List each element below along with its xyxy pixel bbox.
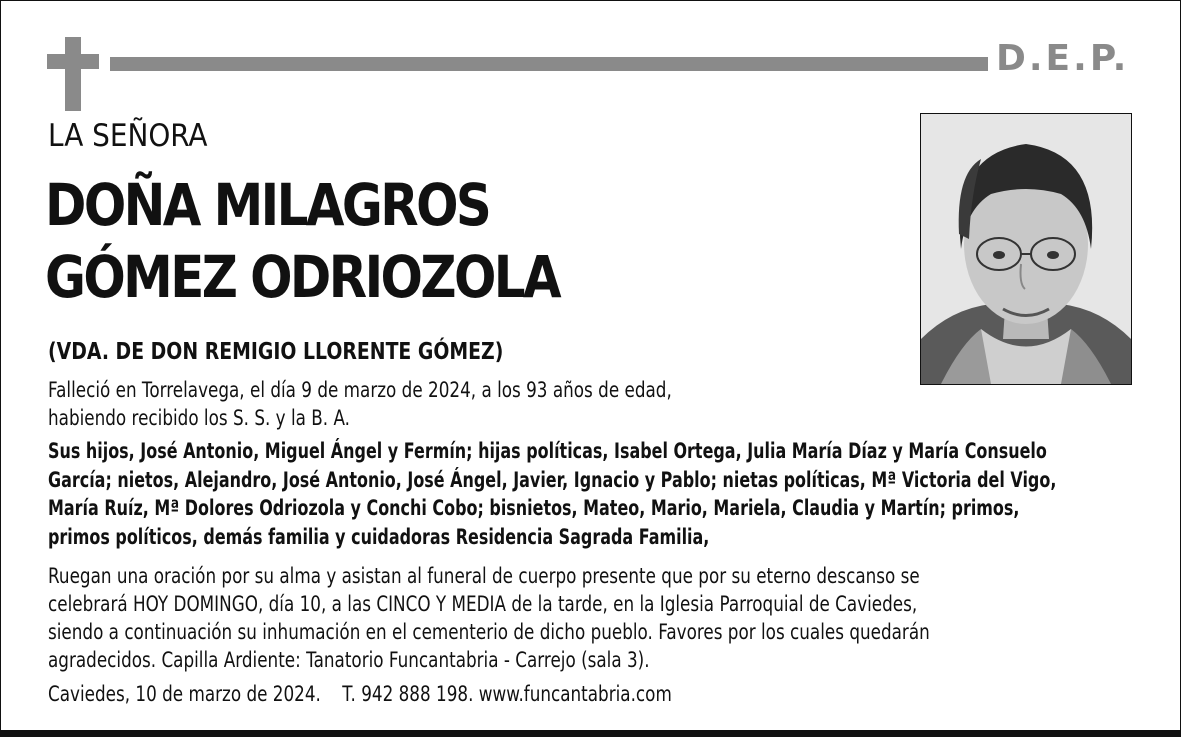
dep-label: D.E.P.	[996, 38, 1130, 79]
deceased-name	[45, 169, 559, 313]
cross-icon	[47, 37, 99, 111]
text-line: García; nietos, Alejandro, José Antonio, José Ángel, Javier, Ignacio y Pablo; nietas políticas, Mª Victoria del Vigo,	[48, 467, 1057, 492]
death-paragraph	[48, 376, 1088, 432]
text-line: primos políticos, demás familia y cuidadoras Residencia Sagrada Familia,	[48, 524, 710, 549]
header-rule	[110, 57, 988, 71]
footer-line	[48, 680, 1088, 708]
text-line: Ruegan una oración por su alma y asistan al funeral de cuerpo presente que por su eterno descanso se	[48, 564, 920, 588]
name-line: GÓMEZ ODRIOZOLA	[45, 243, 560, 311]
text-line: celebrará HOY DOMINGO, día 10, a las CINCO Y MEDIA de la tarde, en la Iglesia Parroquial de Caviedes,	[48, 592, 918, 616]
text-line: agradecidos. Capilla Ardiente: Tanatorio Funcantabria - Carrejo (sala 3).	[48, 648, 650, 672]
intro-label: LA SEÑORA	[48, 118, 208, 154]
text-line: siendo a continuación su inhumación en el cementerio de dicho pueblo. Favores por los cuales quedarán	[48, 620, 930, 644]
footer-text: Caviedes, 10 de marzo de 2024. T. 942 888 198. www.funcantabria.com	[48, 682, 672, 706]
family-paragraph	[48, 437, 1057, 551]
text-line: Sus hijos, José Antonio, Miguel Ángel y Fermín; hijas políticas, Isabel Ortega, Julia María Díaz y María Consuelo	[48, 439, 1047, 463]
widow-line: (VDA. DE DON REMIGIO LLORENTE GÓMEZ)	[48, 339, 504, 365]
portrait-photo	[920, 113, 1132, 385]
text-line: María Ruíz, Mª Dolores Odriozola y Conchi Cobo; bisnietos, Mateo, Mario, Mariela, Claudia y Martín; primos,	[48, 496, 1020, 520]
funeral-paragraph	[48, 562, 1088, 674]
text-line: habiendo recibido los S. S. y la B. A.	[48, 406, 350, 430]
name-line: DOÑA MILAGROS	[45, 171, 490, 239]
text-line: Falleció en Torrelavega, el día 9 de marzo de 2024, a los 93 años de edad,	[48, 378, 672, 402]
